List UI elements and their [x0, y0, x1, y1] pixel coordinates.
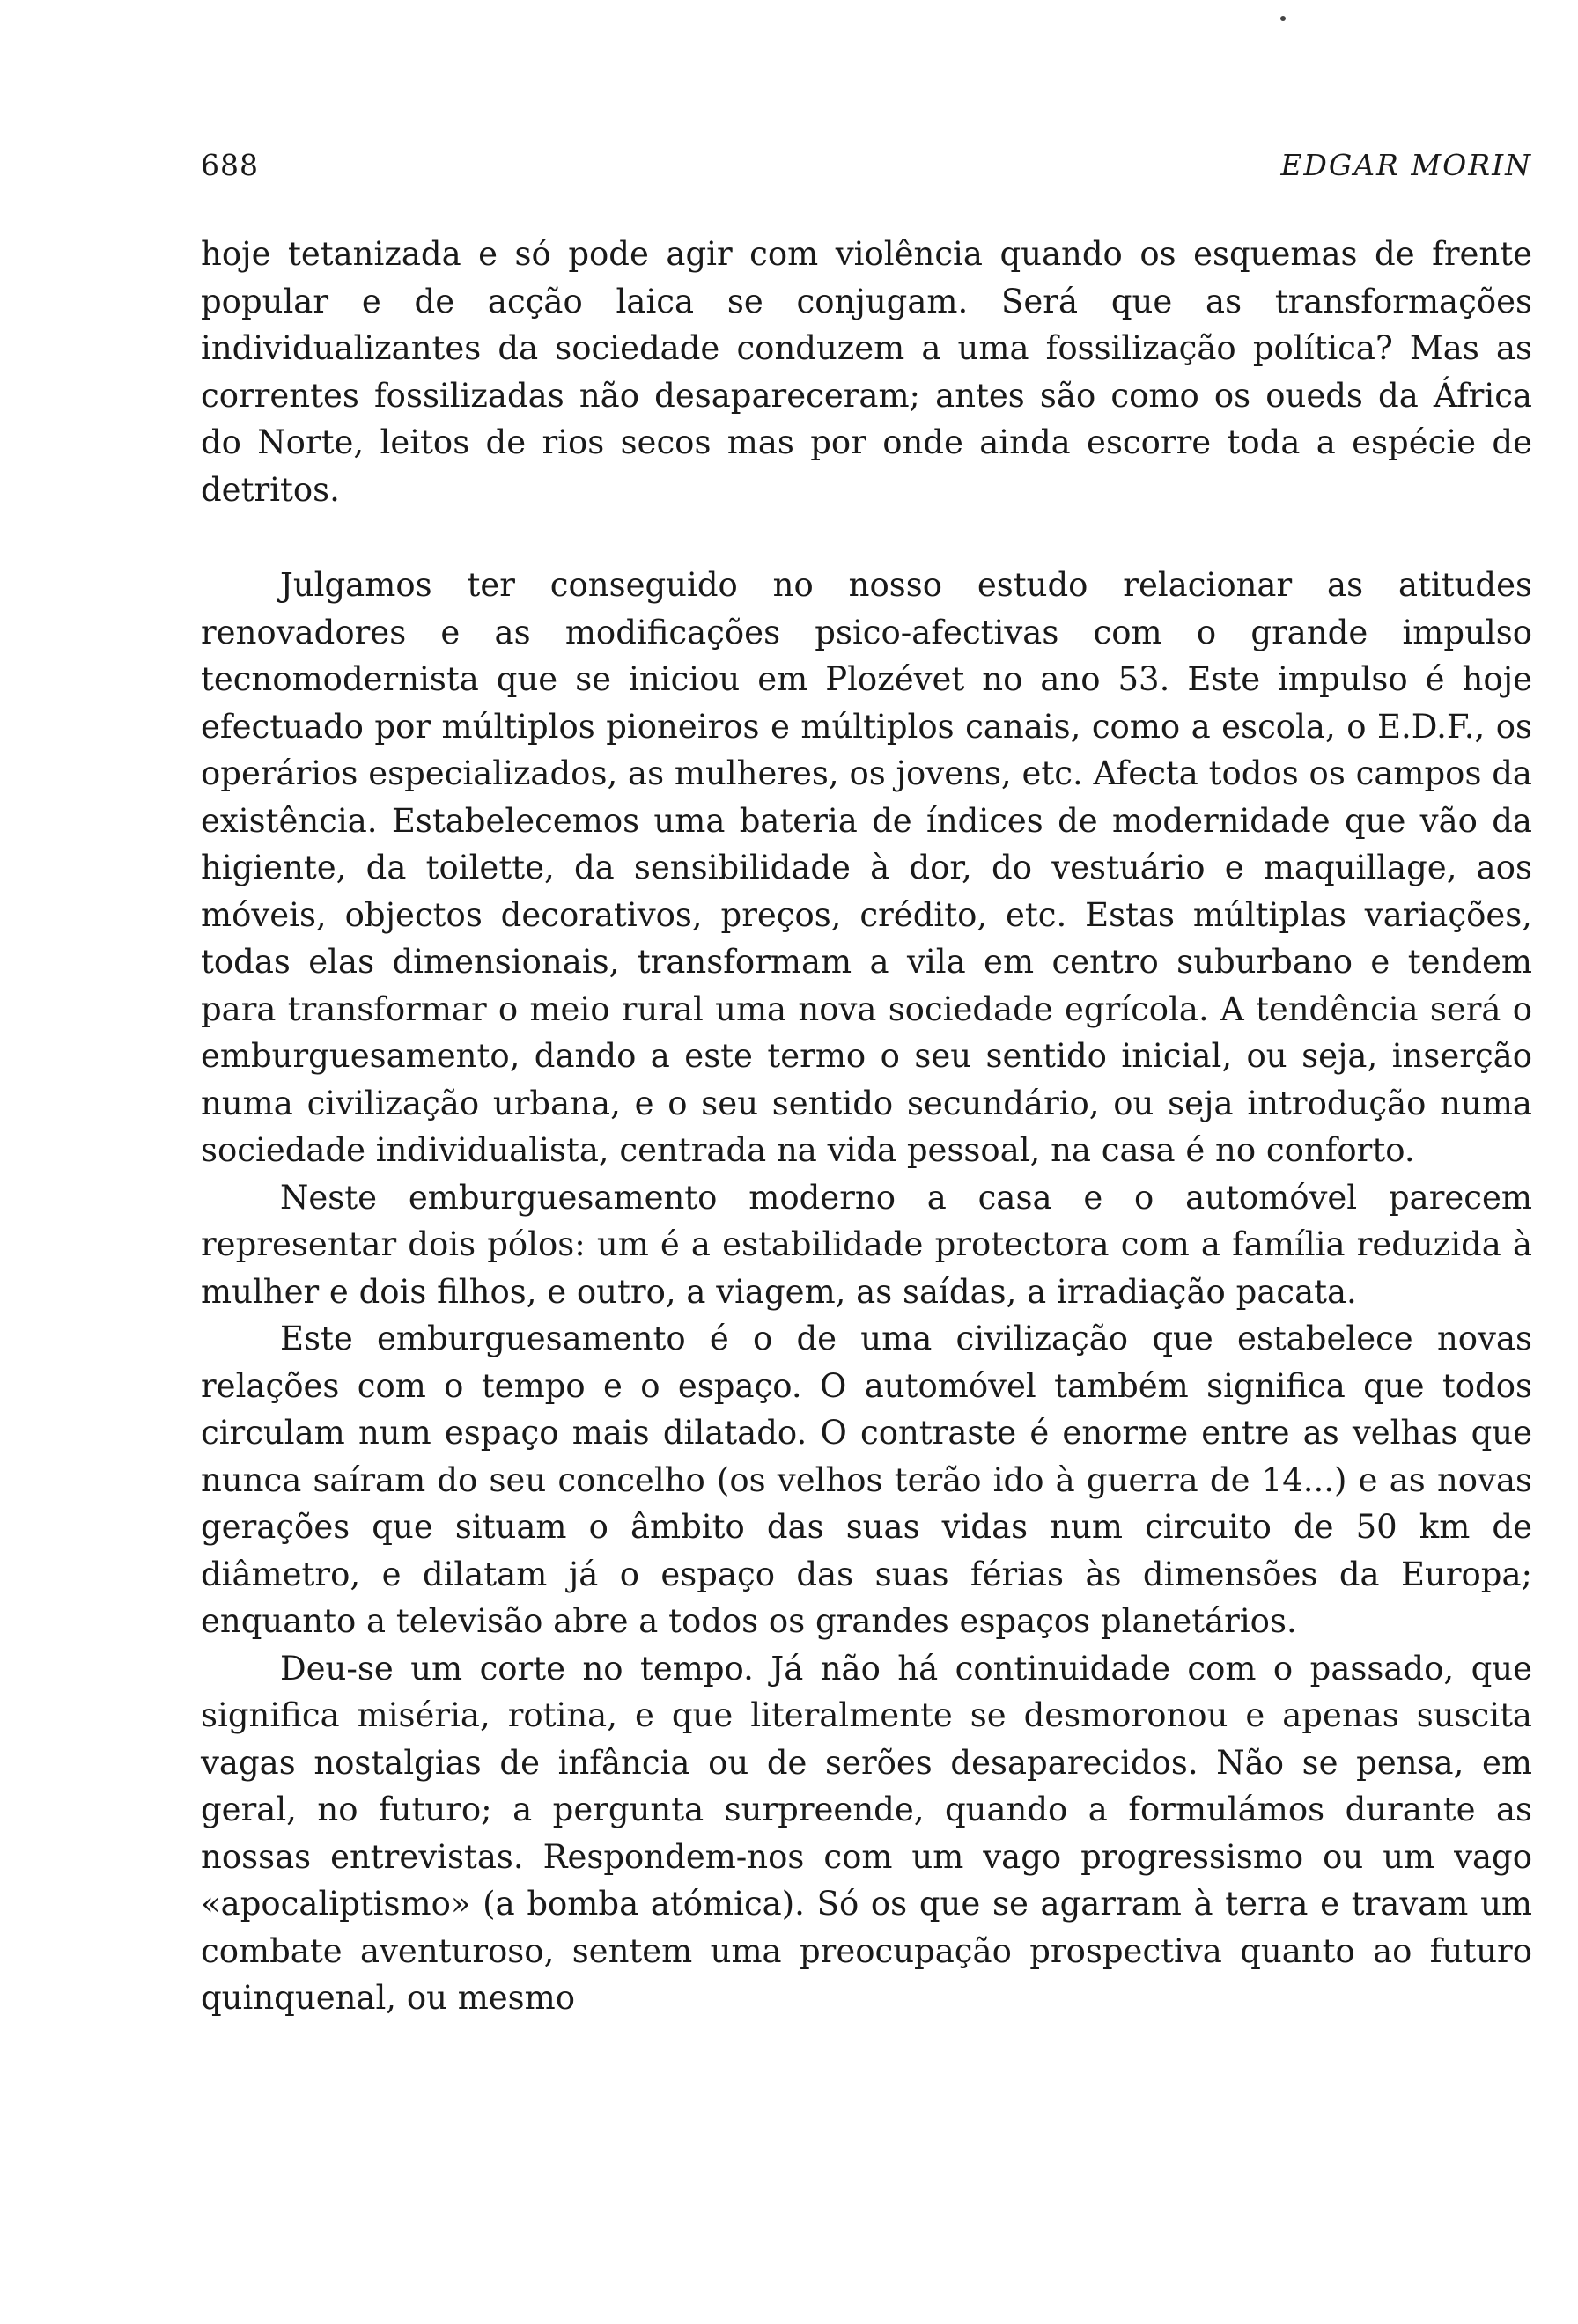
- paragraph-4: Este emburguesamento é o de uma civilização que estabelece novas relações com o tempo e o espaço. O automóvel também significa que todos circulam num espaço mais dilatado. O contraste é enorme entre as velhas que nunca saíram do seu concelho (os velhos terão ido à guerra de 14...) e as novas gerações que situam o âmbito das suas vidas num circuito de 50 km de diâmetro, e dilatam já o espaço das suas férias às dimensões da Europa; enquanto a televisão abre a todos os grandes espaços planetários.: [201, 1320, 1532, 1640]
- paragraph-5: Deu-se um corte no tempo. Já não há continuidade com o passado, que significa miséria, rotina, e que literalmente se desmoronou e apenas suscita vagas nostalgias de infância ou de serões desaparecidos. Não se pensa, em geral, no futuro; a pergunta surpreende, quando a formulámos durante as nossas entrevistas. Respondem-nos com um vago progressismo ou um vago «apocaliptismo» (a bomba atómica). Só os que se agarram à terra e travam um combate aventuroso, sentem uma preocupação prospectiva quanto ao futuro quinquenal, ou mesmo: [201, 1649, 1532, 2017]
- page-number: 688: [201, 148, 259, 182]
- paragraph-3: Neste emburguesamento moderno a casa e o automóvel parecem representar dois pólos: um é a estabilidade protectora com a família reduzida à mulher e dois filhos, e outro, a viagem, as saídas, a irradiação pacata.: [201, 1178, 1532, 1311]
- body-text: [201, 231, 1532, 2022]
- running-head: EDGAR MORIN: [1280, 148, 1532, 182]
- page-header: [201, 148, 1532, 192]
- paragraph-2: Julgamos ter conseguido no nosso estudo relacionar as atitudes renovadores e as modificações psico-afectivas com o grande impulso tecnomodernista que se iniciou em Plozévet no ano 53. Este impulso é hoje efectuado por múltiplos pioneiros e múltiplos canais, como a escola, o E.D.F., os operários especializados, as mulheres, os jovens, etc. Afecta todos os campos da existência. Estabelecemos uma bateria de índices de modernidade que vão da higiente, da toilette, da sensibilidade à dor, do vestuário e maquillage, aos móveis, objectos decorativos, preços, crédito, etc. Estas múltiplas variações, todas elas dimensionais, transformam a vila em centro suburbano e tendem para transformar o meio rural uma nova sociedade egrícola. A tendência será o emburguesamento, dando a este termo o seu sentido inicial, ou seja, inserção numa civilização urbana, e o seu sentido secundário, ou seja introdução numa sociedade individualista, centrada na vida pessoal, na casa é no conforto.: [201, 566, 1532, 1169]
- book-page: [201, 0, 1532, 2324]
- paragraph-1: hoje tetanizada e só pode agir com violência quando os esquemas de frente popular e de acção laica se conjugam. Será que as transformações individualizantes da sociedade conduzem a uma fossilização política? Mas as correntes fossilizadas não desapareceram; antes são como os oueds da África do Norte, leitos de rios secos mas por onde ainda escorre toda a espécie de detritos.: [201, 235, 1532, 509]
